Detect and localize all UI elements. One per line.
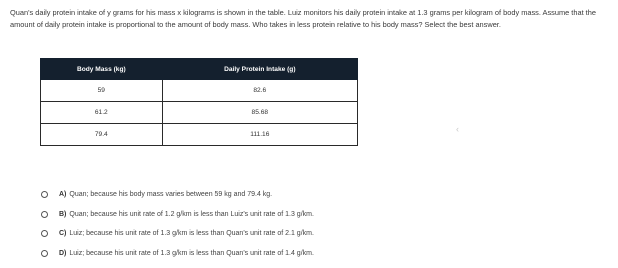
answer-letter: D) xyxy=(59,249,67,257)
table-cell: 85.68 xyxy=(162,102,357,124)
table-cell: 82.6 xyxy=(162,80,357,102)
table-cell: 111.16 xyxy=(162,124,357,146)
answer-text: Luiz; because his unit rate of 1.3 g/km is less than Quan's unit rate of 2.1 g/km. xyxy=(69,230,314,238)
table-header-row xyxy=(41,59,358,80)
answer-option-d[interactable] xyxy=(41,244,314,264)
answer-option-label xyxy=(59,211,314,218)
table-row xyxy=(41,80,358,102)
answer-option-label xyxy=(59,191,272,198)
table-row xyxy=(41,124,358,146)
answer-option-b[interactable] xyxy=(41,205,314,225)
answer-text: Luiz; because his unit rate of 1.3 g/km is less than Quan's unit rate of 1.4 g/km. xyxy=(69,249,314,257)
answer-option-a[interactable] xyxy=(41,185,314,205)
answer-text: Quan; because his unit rate of 1.2 g/km is less than Luiz's unit rate of 1.3 g/km. xyxy=(69,210,314,218)
table-row xyxy=(41,102,358,124)
question-text: Quan's daily protein intake of y grams for his mass x kilograms is shown in the table. Luiz monitors his daily protein intake at 1.3 grams per kilogram of body mass. Assume that the amount of daily protein intake is proportional to the amount of body mass. Who takes in less protein relative to his body mass? Select the best answer. xyxy=(10,8,596,29)
cursor-icon: ‹ xyxy=(456,124,459,134)
answer-letter: A) xyxy=(59,191,67,199)
answer-option-label xyxy=(59,230,314,237)
answer-option-c[interactable] xyxy=(41,224,314,244)
answer-option-label xyxy=(59,250,314,257)
radio-button[interactable] xyxy=(41,211,48,218)
radio-button[interactable] xyxy=(41,191,48,198)
answer-letter: C) xyxy=(59,230,67,238)
table-cell: 79.4 xyxy=(41,124,163,146)
column-header-protein-intake: Daily Protein Intake (g) xyxy=(162,59,357,80)
radio-button[interactable] xyxy=(41,250,48,257)
radio-button[interactable] xyxy=(41,230,48,237)
column-header-body-mass: Body Mass (kg) xyxy=(41,59,163,80)
answer-letter: B) xyxy=(59,210,67,218)
table-cell: 61.2 xyxy=(41,102,163,124)
answer-choices xyxy=(41,185,314,263)
data-table xyxy=(40,58,358,146)
answer-text: Quan; because his body mass varies between 59 kg and 79.4 kg. xyxy=(69,191,273,199)
table-cell: 59 xyxy=(41,80,163,102)
